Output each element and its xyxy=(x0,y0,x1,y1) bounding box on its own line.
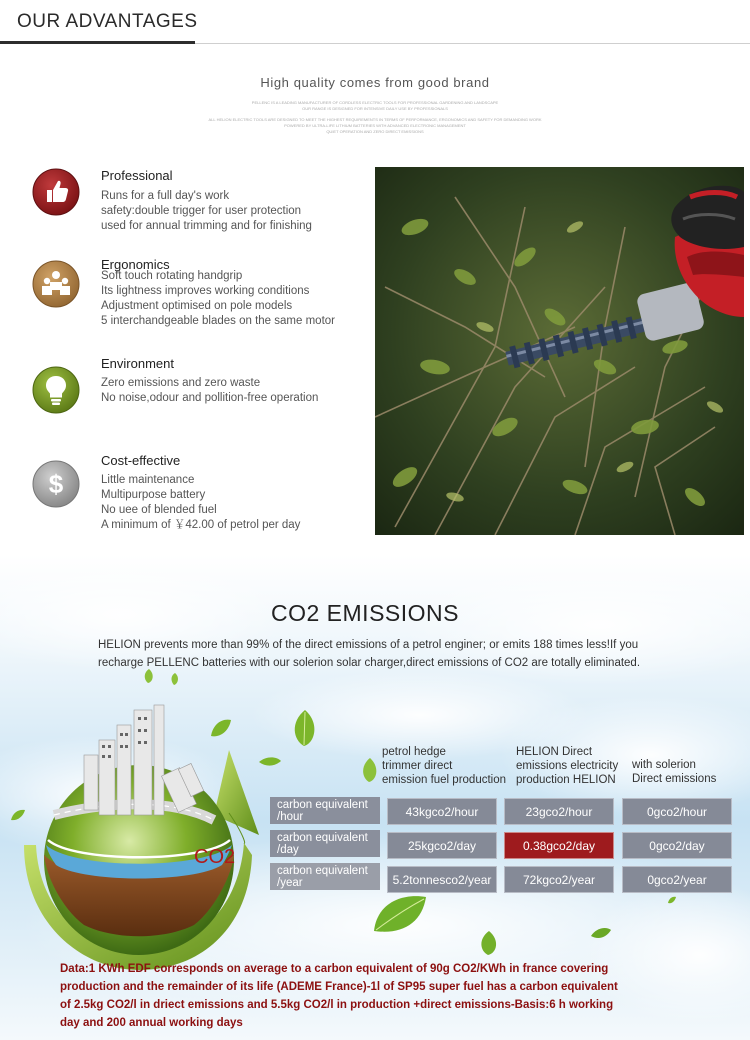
column-header-line: emissions electricity xyxy=(516,760,619,772)
row-label-line: /day xyxy=(277,843,299,856)
footnote-line: production and the remainder of its life (ADEME France)-1l of SP95 super fuel has a carbon equivalent xyxy=(60,981,618,993)
column-header-line: with solerion xyxy=(632,759,696,771)
brand-fine-print: QUIET OPERATION AND ZERO DIRECT EMISSIONS xyxy=(326,129,424,134)
value-helion-day-highlight: 0.38gco2/day xyxy=(504,832,614,859)
description-line: HELION prevents more than 99% of the direct emissions of a petrol enginer; or emits 188 times less!If you xyxy=(98,639,639,651)
leaf-icon xyxy=(258,756,282,768)
globe-co2-label: CO2 xyxy=(194,846,236,868)
column-header-line: emission fuel production xyxy=(382,774,507,786)
feature-professional xyxy=(32,168,352,238)
footnote-line: of 2.5kg CO2/l in driect emissions and 5.5kg CO2/l in production +direct emissions-Basis:6 h working xyxy=(60,999,614,1011)
column-header-line: Direct emissions xyxy=(632,773,717,785)
thumbs-up-icon xyxy=(32,168,80,216)
feature-line: Soft touch rotating handgrip xyxy=(101,270,243,282)
column-header-petrol xyxy=(382,745,506,787)
column-header-line: petrol hedge xyxy=(382,746,446,758)
feature-line: safety:double trigger for user protection xyxy=(101,205,302,217)
feature-line: Multipurpose battery xyxy=(101,489,206,501)
row-label-line: carbon equivalent xyxy=(277,831,368,844)
brand-fine-print: ALL HELION ELECTRIC TOOLS ARE DESIGNED TO MEET THE HIGHEST REQUIREMENTS IN TERMS OF PERFORMANCE, ERGONOMICS AND SAFETY FOR DEMANDING WORK xyxy=(208,117,542,122)
leaf-icon xyxy=(478,930,500,956)
leaf-icon xyxy=(360,757,380,783)
feature-line: Adjustment optimised on pole models xyxy=(101,300,293,312)
section-title: OUR ADVANTAGES xyxy=(17,11,198,32)
value-helion-year: 72kgco2/year xyxy=(504,866,614,893)
footnote-line: day and 200 annual working days xyxy=(60,1017,243,1029)
value-petrol-year: 5.2tonnesco2/year xyxy=(387,866,497,893)
brand-fine-print: OUR RANGE IS DESIGNED FOR INTENSIVE DAILY USE BY PROFESSIONALS xyxy=(302,106,448,111)
leaf-icon xyxy=(590,926,612,940)
people-icon xyxy=(32,260,80,308)
row-label-hour xyxy=(270,797,380,824)
description-line: recharge PELLENC batteries with our solerion solar charger,direct emissions of CO2 are totally eliminated. xyxy=(98,657,641,669)
leaf-icon xyxy=(667,895,677,905)
dollar-icon xyxy=(32,460,80,508)
value-solerion-hour: 0gco2/hour xyxy=(622,798,732,825)
column-header-line: HELION Direct xyxy=(516,746,593,758)
column-header-solerion xyxy=(632,758,716,786)
emissions-description xyxy=(98,636,698,672)
leaf-icon xyxy=(10,808,26,822)
feature-line: 5 interchandgeable blades on the same motor xyxy=(101,315,335,327)
emissions-footnote xyxy=(60,960,740,1032)
header-divider xyxy=(195,43,750,44)
feature-line: A minimum of ￥42.00 of petrol per day xyxy=(101,519,301,531)
value-solerion-day: 0gco2/day xyxy=(622,832,732,859)
hedge-trimmer-photo xyxy=(375,167,744,535)
brand-fine-print: POWERED BY ULTRA-LIFE LITHIUM BATTERIES WITH ADVANCED ELECTRONIC MANAGEMENT xyxy=(284,123,466,128)
leaf-icon xyxy=(170,672,180,686)
leaf-icon xyxy=(210,718,232,738)
footnote-line: Data:1 KWh EDF corresponds on average to a carbon equivalent of 90g CO2/KWh in france covering xyxy=(60,963,609,975)
row-label-line: carbon equivalent xyxy=(277,798,368,811)
value-petrol-hour: 43kgco2/hour xyxy=(387,798,497,825)
value-solerion-year: 0gco2/year xyxy=(622,866,732,893)
feature-line: used for annual trimming and for finishing xyxy=(101,220,312,232)
feature-line: Little maintenance xyxy=(101,474,195,486)
feature-title: Ergonomics xyxy=(101,257,170,272)
column-header-line: trimmer direct xyxy=(382,760,453,772)
row-label-line: carbon equivalent xyxy=(277,864,368,877)
leaf-icon xyxy=(372,893,428,935)
column-header-helion xyxy=(516,745,618,787)
header-underline xyxy=(0,41,195,44)
lightbulb-icon xyxy=(32,366,80,414)
row-label-year xyxy=(270,863,380,890)
feature-ergonomics xyxy=(32,257,352,337)
section-header xyxy=(0,0,750,46)
leaf-icon xyxy=(143,668,155,684)
feature-line: Its lightness improves working conditions xyxy=(101,285,310,297)
emissions-title: CO2 EMISSIONS xyxy=(271,600,459,626)
feature-line: No uee of blended fuel xyxy=(101,504,217,516)
row-label-line: /year xyxy=(277,876,303,889)
feature-environment xyxy=(32,356,352,416)
feature-title: Cost-effective xyxy=(101,453,181,468)
row-label-day xyxy=(270,830,380,857)
brand-heading: High quality comes from good brand xyxy=(260,75,490,90)
feature-title: Environment xyxy=(101,356,174,371)
row-label-line: /hour xyxy=(277,810,304,823)
feature-line: Zero emissions and zero waste xyxy=(101,377,261,389)
feature-line: Runs for a full day's work xyxy=(101,190,230,202)
leaf-icon xyxy=(290,708,320,748)
brand-fine-print: PELLENC IS A LEADING MANUFACTURER OF CORDLESS ELECTRIC TOOLS FOR PROFESSIONAL GARDENING AND LANDSCAPE xyxy=(251,100,499,105)
value-petrol-day: 25kgco2/day xyxy=(387,832,497,859)
svg-text:$: $ xyxy=(48,469,64,499)
feature-cost-effective xyxy=(32,453,352,533)
feature-title: Professional xyxy=(101,168,173,183)
feature-line: No noise,odour and pollition-free operation xyxy=(101,392,319,404)
column-header-line: production HELION xyxy=(516,774,616,786)
value-helion-hour: 23gco2/hour xyxy=(504,798,614,825)
